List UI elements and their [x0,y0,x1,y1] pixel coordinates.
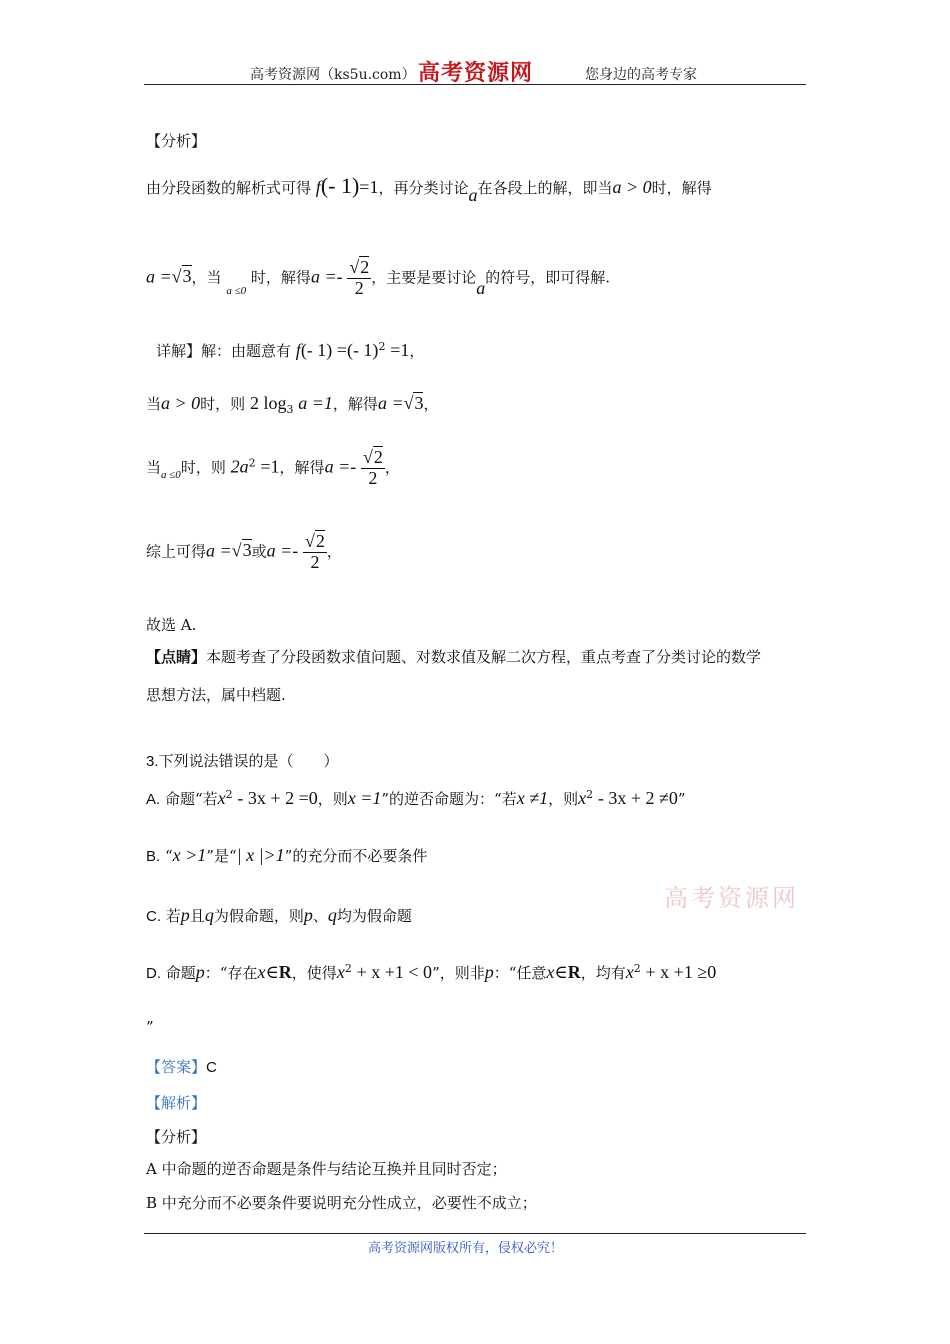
analysis-b-line: B 中充分而不必要条件要说明充分性成立，必要性不成立； [146,1194,537,1212]
comment-line-2: 思想方法，属中档题. [146,686,286,704]
detail-summary: 综上可得a =√3或a =- $\frac{√2}{2}$ ， [146,531,342,572]
q3-option-d: D. 命题p：“存在x∈R，使得$x^2 + x +1 < 0$”，则非p：“任意x∈R，均有$x^2 + x +1 \ge 0$ [146,962,717,982]
header-site-name: 高考资源网（ks5u.com） [250,67,416,83]
header-slogan: 您身边的高考专家 [585,67,697,83]
detail-case-1: 当a > 0时，则 2 $\log_3 a =1$，解得a =√3， [146,393,439,416]
header-rule [144,84,806,85]
analysis-heading-2: 【分析】 [146,1128,207,1146]
analysis-heading: 【分析】 [146,132,207,150]
q3-option-b: B. “x >1”是“| x |>1”的充分而不必要条件 [146,845,428,865]
q3-option-d-close: ” [146,1018,154,1036]
comment-line-1: 【点睛】本题考查了分段函数求值问题、对数求值及解二次方程，重点考查了分类讨论的数学 [146,648,762,666]
detail-line-1: 详解】解：由题意有 f(- 1) =(- 1)$^2$ =1， [156,340,425,360]
q3-option-a: A. 命题“若$x^2 - 3x + 2 =0$，则x =1”的逆否命题为：“若x ≠1，则$x^2 - 3x + 2 \ne 0$” [146,788,686,808]
detail-case-2: 当$_{a \le 0}$时，则 $2a^2 =1$，解得a =- $\frac{√2}{2}$ ， [146,447,400,488]
analysis-a-line: A 中命题的逆否命题是条件与结论互换并且同时否定； [146,1160,507,1178]
parse-heading: 【解析】 [146,1094,207,1112]
q3-option-c: C. 若p且q为假命题，则p、q均为假命题 [146,905,412,925]
q3-stem: 3.下列说法错误的是（ ） [146,752,339,770]
analysis-line-2: a =√3，当 $_{a \le 0}$ 时，解得a =- $\frac{√2}{2}$ ，主要是要讨论a的符号，即可得解. [146,257,611,299]
choose-answer: 故选 A. [146,616,197,634]
footer-copyright: 高考资源网版权所有，侵权必究！ [368,1241,564,1256]
footer-rule [144,1233,806,1234]
analysis-line-1: 由分段函数的解析式可得 f(- 1)=1，再分类讨论a在各段上的解，即当a > 0时，解得 [146,173,712,205]
header-logo: 高考资源网 [418,60,534,86]
watermark: 高考资源网 [664,884,799,912]
answer-line: 【答案】C [146,1058,217,1076]
